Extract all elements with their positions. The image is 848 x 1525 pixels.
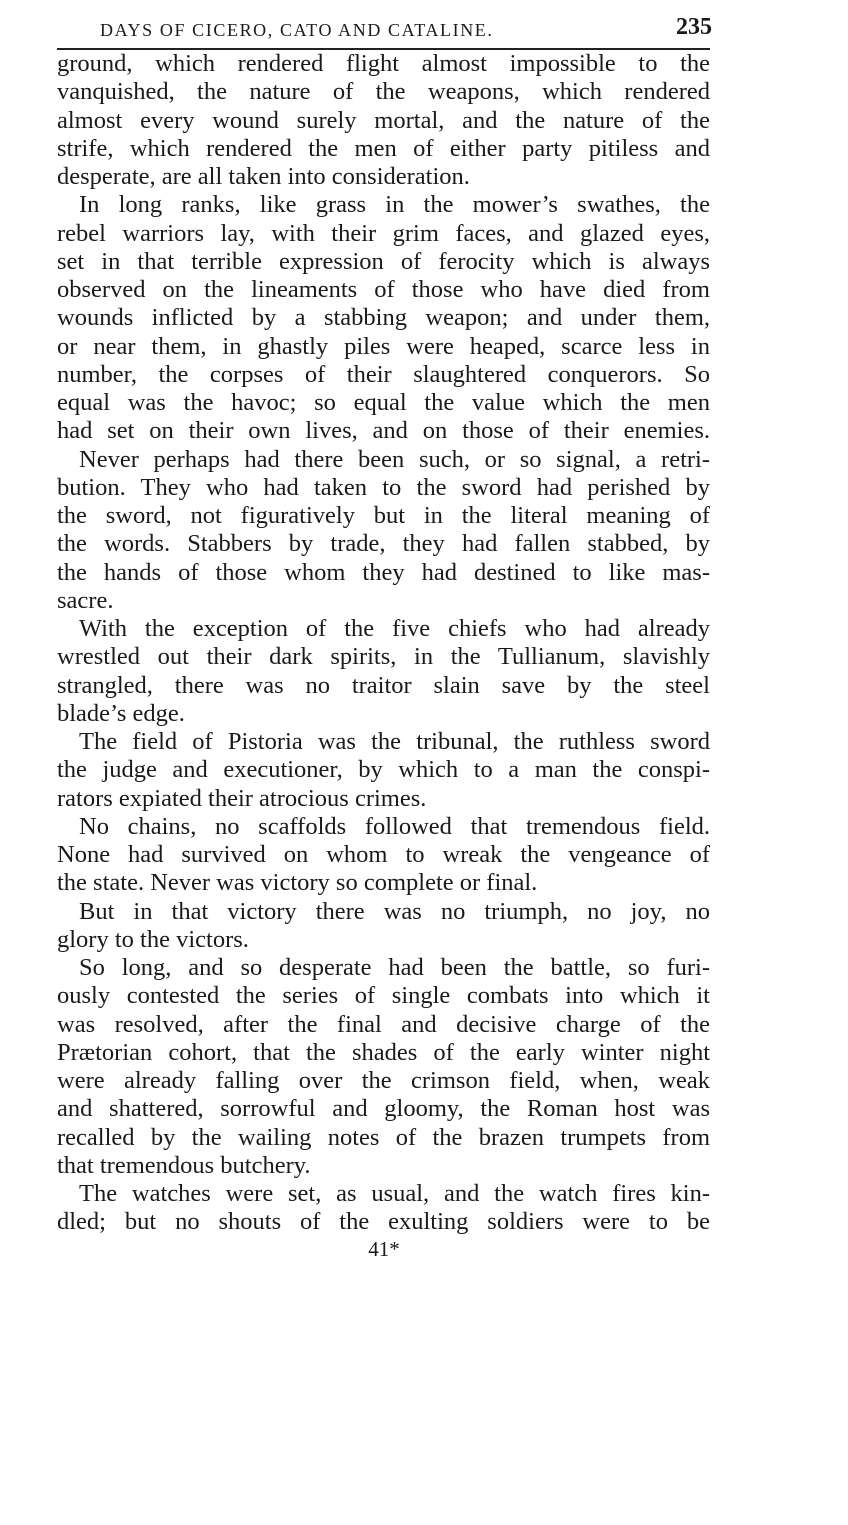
text-line: was resolved, after the final and decisive charge of the xyxy=(57,1010,710,1038)
text-line: the sword, not figuratively but in the literal meaning of xyxy=(57,502,710,529)
text-line: recalled by the wailing notes of the brazen trumpets from xyxy=(57,1123,710,1151)
text-line: equal was the havoc; so equal the value which the men xyxy=(57,389,710,416)
text-line: rebel warriors lay, with their grim faces, and glazed eyes, xyxy=(57,219,710,247)
text-line: sacre. xyxy=(57,586,114,614)
text-line: rators expiated their atrocious crimes. xyxy=(57,784,427,812)
text-line: number, the corpses of their slaughtered conquerors. So xyxy=(57,360,710,388)
text-line: dled; but no shouts of the exulting soldiers were to be xyxy=(57,1208,710,1236)
text-line: the hands of those whom they had destined to like mas- xyxy=(57,558,710,586)
text-line: Never perhaps had there been such, or so signal, a retri- xyxy=(79,445,710,473)
text-line: observed on the lineaments of those who have died from xyxy=(57,276,710,303)
text-line: the state. Never was victory so complete or final. xyxy=(57,869,538,897)
text-line: The field of Pistoria was the tribunal, the ruthless sword xyxy=(79,728,710,755)
text-line: ground, which rendered flight almost impossible to the xyxy=(57,50,710,77)
text-line: bution. They who had taken to the sword had perished by xyxy=(57,473,710,501)
text-line: In long ranks, like grass in the mower’s swathes, the xyxy=(79,191,710,219)
text-line: None had survived on whom to wreak the vengeance of xyxy=(57,841,710,868)
text-line: and shattered, sorrowful and gloomy, the Roman host was xyxy=(57,1095,710,1123)
text-line: So long, and so desperate had been the battle, so furi- xyxy=(79,954,710,981)
text-line: Prætorian cohort, that the shades of the early winter night xyxy=(57,1038,710,1066)
text-line: With the exception of the five chiefs who had already xyxy=(79,615,710,642)
text-line: had set on their own lives, and on those of their enemies. xyxy=(57,417,710,445)
text-line: No chains, no scaffolds followed that tremendous field. xyxy=(79,812,710,840)
text-line: or near them, in ghastly piles were heaped, scarce less in xyxy=(57,332,710,360)
text-line: set in that terrible expression of ferocity which is always xyxy=(57,247,710,275)
text-line: almost every wound surely mortal, and the nature of the xyxy=(57,106,710,134)
text-line: ously contested the series of single combats into which it xyxy=(57,982,710,1010)
text-line: But in that victory there was no triumph, no joy, no xyxy=(79,897,710,925)
text-line: strangled, there was no traitor slain save by the steel xyxy=(57,671,710,699)
text-line: that tremendous butchery. xyxy=(57,1151,311,1179)
text-line: strife, which rendered the men of either party pitiless and xyxy=(57,134,710,162)
text-line: blade’s edge. xyxy=(57,699,185,727)
text-line: desperate, are all taken into consideration. xyxy=(57,163,470,190)
text-line: the words. Stabbers by trade, they had fallen stabbed, by xyxy=(57,530,710,558)
text-line: glory to the victors. xyxy=(57,925,249,953)
text-line: the judge and executioner, by which to a man the conspi- xyxy=(57,756,710,784)
text-line: wounds inflicted by a stabbing weapon; and under them, xyxy=(57,304,710,332)
running-title: DAYS OF CICERO, CATO AND CATALINE. xyxy=(100,20,494,40)
text-line: vanquished, the nature of the weapons, which rendered xyxy=(57,78,710,106)
text-line: The watches were set, as usual, and the watch fires kin- xyxy=(79,1180,710,1207)
page-number: 235 xyxy=(676,14,712,40)
body-text xyxy=(57,50,710,1237)
text-line: wrestled out their dark spirits, in the Tullianum, slavishly xyxy=(57,643,710,671)
running-header xyxy=(100,14,712,44)
text-line: were already falling over the crimson field, when, weak xyxy=(57,1067,710,1094)
signature-mark: 41* xyxy=(368,1237,400,1261)
